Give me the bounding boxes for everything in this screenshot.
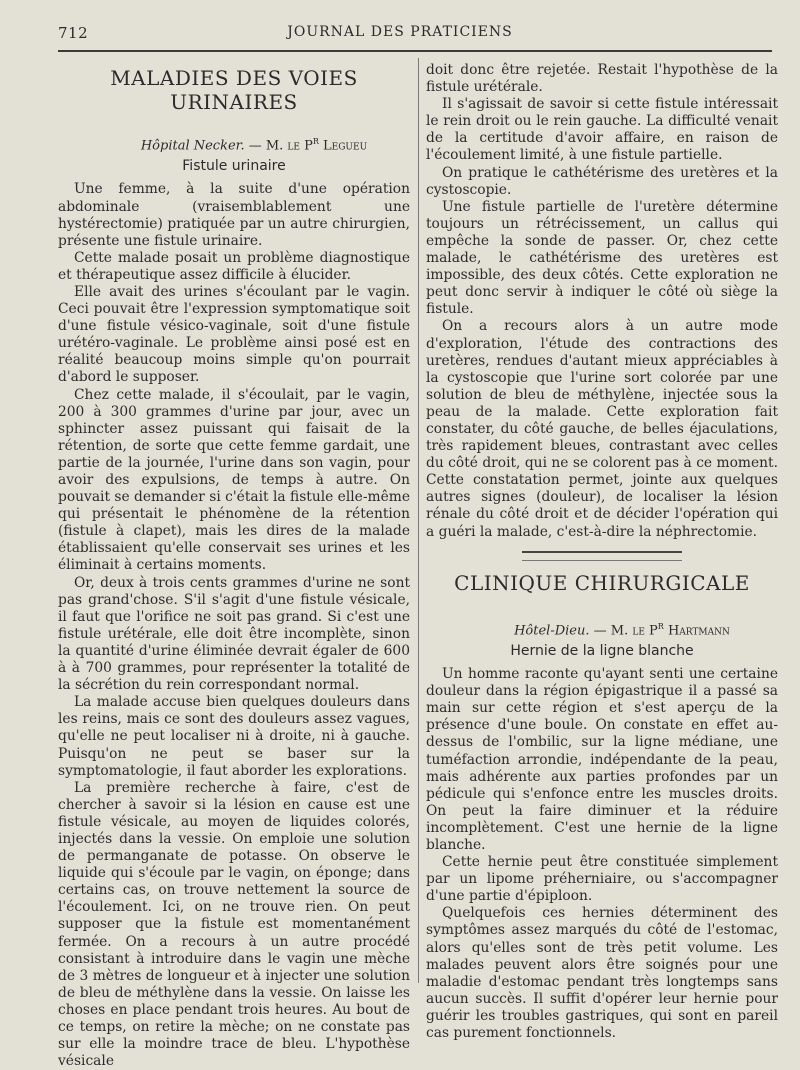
paragraph: Un homme raconte qu'ayant senti une certaine douleur dans la région épigastrique il a passé sa main sur cette région et s'est aperçu de la présence d'une boule. On constate en effet au-dessus de l'ombilic, sur la ligne médiane, une tuméfaction arrondie, indépendante de la peau, mais adhérente aux parties profondes par un pédicule qui s'enfonce entre les muscles droits. On peut la faire diminuer et la réduire incomplètement. C'est une hernie de la ligne blanche.	[426, 666, 778, 853]
article-title-hernie: Hernie de la ligne blanche	[510, 643, 694, 660]
paragraph: Il s'agissait de savoir si cette fistule intéressait le rein droit ou le rein gauche. La difficulté venait de la certitude d'avoir affaire, en raison de l'écoulement limité, à une fistule partielle.	[426, 96, 778, 164]
title-sup: r	[312, 134, 319, 147]
paragraph: Elle avait des urines s'écoulant par le vagin. Ceci pouvait être l'expression symptomatique soit d'une fistule vésico-vaginale, soit d'une fistule urétéro-vaginale. Le problème ainsi posé est en réalité beaucoup moins simple qu'on pourrait d'abord le supposer.	[58, 283, 410, 386]
section-divider-ornament	[522, 551, 682, 561]
paragraph: On a recours alors à un autre mode d'exploration, l'étude des contractions des uretères, rendues d'autant mieux appréciables à la cystoscopie que l'urine sort colorée par une solution de bleu de méthylène, injectée sous la peau de la malade. Cette exploration fait constater, du côté gauche, de belles éjaculations, très rapidement bleues, contrastant avec celles du côté droit, qui ne se colorent pas à ce moment. Cette constatation permet, jointe aux quelques autres signes (douleur), de localiser la lésion rénale du côté droit et de décider l'opération qui a guéri la malade, c'est-à-dire la néphrectomie.	[426, 318, 778, 540]
paragraph: La malade accuse bien quelques douleurs dans les reins, mais ce sont des douleurs assez vagues, qu'elle ne peut localiser ni à droite, ni à gauche. Puisqu'on ne peut se baser sur la symptomatologie, il faut aborder les explorations.	[58, 694, 410, 779]
right-column	[426, 62, 778, 1042]
paragraph: Or, deux à trois cents grammes d'urine ne sont pas grand'chose. S'il s'agit d'une fistule vésicale, il faut que l'orifice ne soit pas grand. Si c'est une fistule urétérale, elle doit être incomplète, sinon la quantité d'urine éliminée devrait égaler de 600 à à 700 grammes, pour représenter la totalité de la sécrétion du rein correspondant normal.	[58, 574, 410, 694]
paragraph: La première recherche à faire, c'est de chercher à savoir si la lésion en cause est une fistule vésicale, au moyen de liquides colorés, injectés dans la vessie. On emploie une solution de permanganate de potasse. On observe le liquide qui s'écoule par le vagin, on éponge; dans certains cas, on trouve nettement la source de l'écoulement. Ici, on ne trouve rien. On peut supposer que la fistule est momentanément fermée. On a recours à un autre procédé consistant à introduire dans le vagin une mèche de 3 mètres de longueur et à injecter une solution de bleu de méthylène dans la vessie. On laisse les choses en place pendant trois heures. Au bout de ce temps, on retire la mèche; on ne constate pas sur elle la moindre trace de bleu. L'hypothèse vésicale	[58, 779, 410, 1070]
professor-name: Legueu	[323, 138, 368, 154]
title-prefix: — M. le P	[248, 138, 313, 154]
column-divider	[418, 58, 419, 983]
header-rule	[58, 50, 772, 52]
hospital-line-necker	[98, 132, 410, 154]
paragraph: Cette malade posait un problème diagnostique et thérapeutique assez difficile à élucider.	[58, 249, 410, 283]
paragraph: Une femme, à la suite d'une opération abdominale (vraisemblablement une hystérectomie) pratiquée par un autre chirurgien, présente une fistule urinaire.	[58, 181, 410, 249]
title-sup: r	[657, 618, 664, 632]
paragraph: Une fistule partielle de l'uretère détermine toujours un rétrécissement, un callus qui empêche la sonde de passer. Or, chez cette malade, le cathétérisme des uretères est impossible, des deux côtés. Cette exploration ne peut donc servir à indiquer le côté où siège la fistule.	[426, 198, 778, 318]
article-title-fistule: Fistule urinaire	[182, 158, 286, 175]
paragraph: On pratique le cathétérisme des uretères et la cystoscopie.	[426, 164, 778, 198]
page-number: 712	[58, 24, 89, 42]
paragraph: Cette hernie peut être constituée simplement par un lipome préherniaire, ou s'accompagner d'une partie d'épiploon.	[426, 854, 778, 905]
hospital-name: Hôtel-Dieu.	[514, 622, 590, 638]
title-prefix: — M. le P	[593, 622, 658, 638]
paragraph: doit donc être rejetée. Restait l'hypothèse de la fistule urétérale.	[426, 62, 778, 96]
paragraph: Chez cette malade, il s'écoulait, par le vagin, 200 à 300 grammes d'urine par jour, avec un sphincter assez puissant qui faisait de la rétention, de sorte que cette femme gardait, une partie de la journée, l'urine dans son vagin, pour avoir des expulsions, de temps à autre. On pouvait se demander si c'était la fistule elle-même qui présentait le phénomène de la rétention (fistule à clapet), mais les dires de la malade établissaient qu'elle conservait ses urines et les éliminait à certains moments.	[58, 386, 410, 574]
hospital-name: Hôpital Necker.	[140, 138, 245, 154]
professor-name: Hartmann	[667, 622, 730, 638]
section-title-maladies: MALADIES DES VOIES URINAIRES	[110, 66, 358, 114]
paragraph: Quelquefois ces hernies déterminent des symptômes assez marqués du côté de l'estomac, alors qu'elles sont de très petit volume. Les malades peuvent alors être soignés pour une maladie d'estomac pendant très longtemps sans aucun succès. Il suffit d'opérer leur hernie pour guérir les troubles gastriques, qui sont en pareil cas purement fonctionnels.	[426, 905, 778, 1042]
left-column	[58, 62, 410, 1070]
hospital-line-hotel-dieu	[466, 617, 778, 639]
journal-title: JOURNAL DES PRATICIENS	[287, 24, 513, 40]
section-title-clinique: CLINIQUE CHIRURGICALE	[454, 570, 750, 595]
